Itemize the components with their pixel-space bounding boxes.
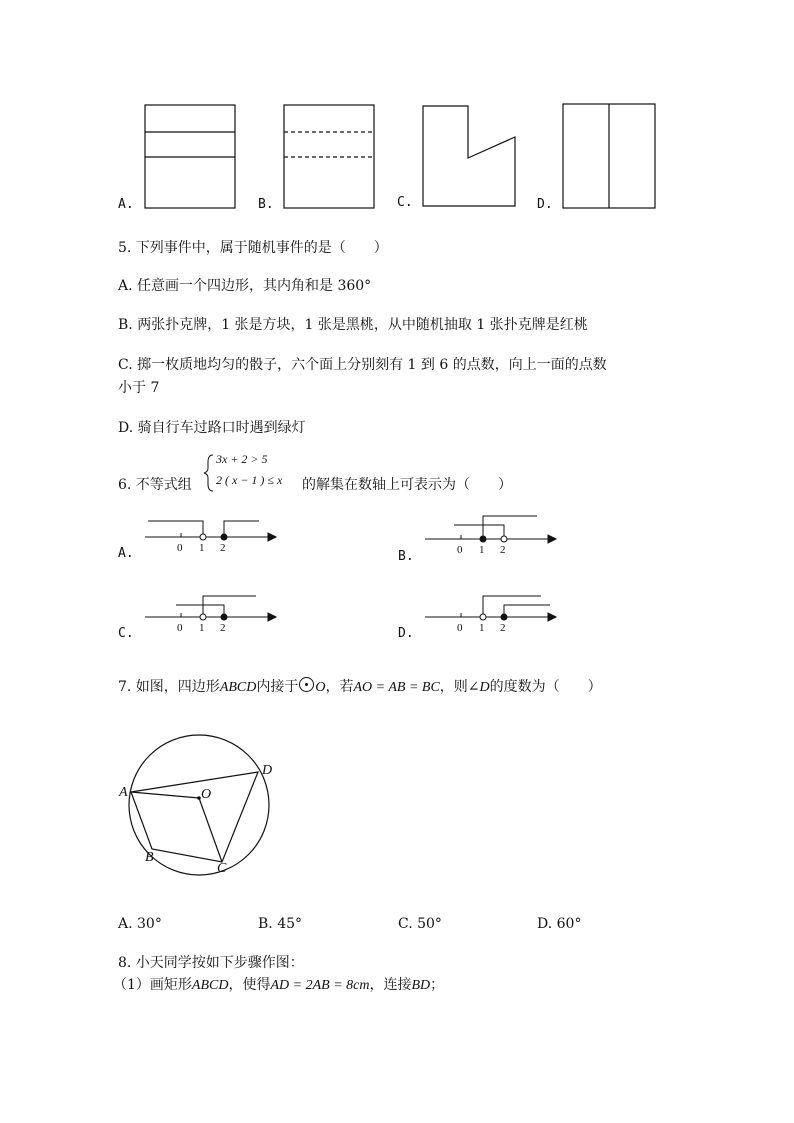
q7-stem-4: ，则∠ (439, 679, 480, 695)
q8-abcd: ABCD (191, 978, 229, 993)
view-option-a-label[interactable]: A. (118, 197, 134, 212)
q7-option-a[interactable]: A. 30° (118, 916, 162, 932)
q6-stem-post: 的解集在数轴上可表示为（ ） (302, 477, 512, 493)
q5-option-b[interactable]: B. 两张扑克牌，1 张是方块，1 张是黑桃，从中随机抽取 1 张扑克牌是红桃 (118, 317, 588, 333)
q5-option-c[interactable]: C. 掷一枚质地均匀的骰子，六个面上分别刻有 1 到 6 的点数，向上一面的点数 (118, 357, 607, 373)
q8-step1-mid: ，使得 (228, 977, 271, 993)
view-option-d-label[interactable]: D. (537, 197, 553, 212)
q8-stem: 8. 小天同学按如下步骤作图： (118, 955, 304, 971)
nl-c-tick-0: 0 (177, 622, 183, 634)
q6-stem-pre: 6. 不等式组 (118, 477, 192, 493)
q6-option-a-label[interactable]: A. (118, 546, 134, 561)
q7-angle-d: D (479, 680, 490, 695)
q7-point-d: D (262, 763, 273, 778)
q6-inequality-1: 3x + 2 > 5 (216, 452, 268, 466)
nl-b-tick-1: 1 (479, 544, 485, 556)
view-option-b-label[interactable]: B. (258, 197, 274, 212)
q8-step-1 (113, 975, 444, 996)
q7-circle-o: O (315, 680, 326, 695)
q8-step1-post: ，连接 (369, 977, 412, 993)
nl-c-tick-2: 2 (220, 622, 226, 634)
q7-option-c[interactable]: C. 50° (398, 916, 442, 932)
q6-option-d-label[interactable]: D. (398, 626, 414, 641)
q5-option-a[interactable]: A. 任意画一个四边形，其内角和是 360° (118, 278, 372, 294)
q7-point-b: B (145, 850, 154, 865)
q7-stem-5: 的度数为（ ） (489, 679, 602, 695)
q5-stem: 5. 下列事件中，属于随机事件的是（ ） (118, 240, 388, 256)
nl-d-tick-1: 1 (479, 622, 485, 634)
nl-d-tick-2: 2 (500, 622, 506, 634)
q8-step1-end: ； (430, 977, 445, 993)
q8-bd: BD (411, 978, 431, 993)
view-option-c-label[interactable]: C. (397, 195, 413, 210)
nl-a-tick-2: 2 (220, 542, 226, 554)
q7-option-d[interactable]: D. 60° (537, 916, 582, 932)
nl-c-tick-1: 1 (199, 622, 205, 634)
q6-option-c-label[interactable]: C. (118, 626, 134, 641)
nl-a-tick-0: 0 (177, 542, 183, 554)
q7-stem-3: ，若 (325, 679, 354, 695)
nl-b-tick-0: 0 (457, 544, 463, 556)
q7-stem-1: 7. 如图，四边形 (118, 679, 220, 695)
q5-option-c-cont: 小于 7 (118, 380, 160, 396)
q7-point-c: C (217, 861, 227, 876)
q6-inequality-2: 2 ( x − 1 ) ≤ x (216, 473, 283, 487)
q7-point-a: A (119, 785, 128, 800)
q8-step1-pre: （1）画矩形 (113, 977, 192, 993)
q7-stem-2: 内接于 (256, 679, 299, 695)
nl-b-tick-2: 2 (500, 544, 506, 556)
q6-option-b-label[interactable]: B. (398, 549, 414, 564)
q8-condition: AD = 2AB = 8cm (270, 978, 370, 993)
nl-a-tick-1: 1 (199, 542, 205, 554)
q7-option-b[interactable]: B. 45° (258, 916, 303, 932)
q5-option-d[interactable]: D. 骑自行车过路口时遇到绿灯 (118, 420, 306, 436)
nl-d-tick-0: 0 (457, 622, 463, 634)
q7-point-o: O (201, 787, 212, 802)
q7-abcd: ABCD (219, 680, 257, 695)
q7-condition: AO = AB = BC (353, 680, 440, 695)
